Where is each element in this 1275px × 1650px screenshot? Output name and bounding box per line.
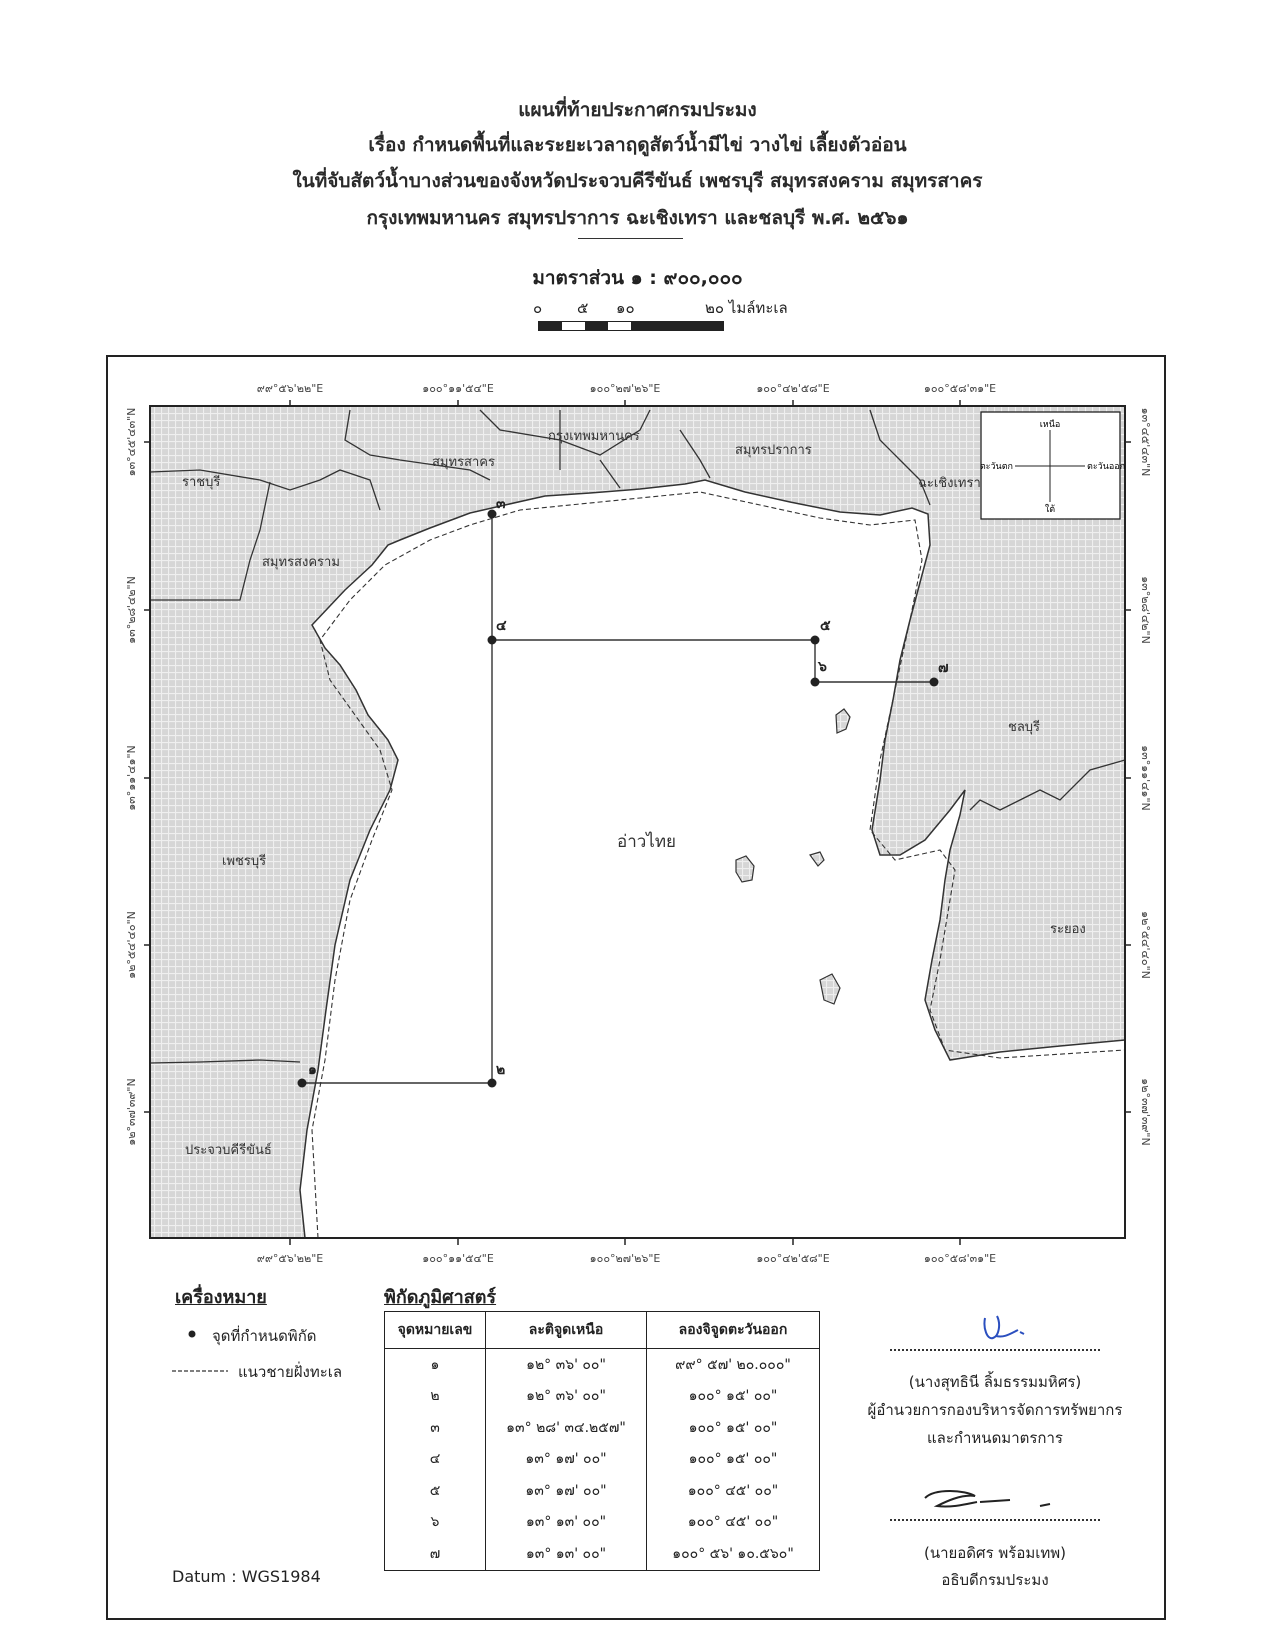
lat-label-left-3: ๑๓°๑๑'๔๑"N bbox=[125, 745, 138, 811]
table-row: ๗ ๑๓° ๑๓' ๐๐" ๑๐๐° ๕๖' ๑๐.๕๖๐" bbox=[385, 1538, 820, 1570]
point-label-2: ๒ bbox=[496, 1062, 506, 1078]
header-latitude: ละติจูดเหนือ bbox=[486, 1312, 647, 1349]
lat-label-left-5: ๑๒°๓๗'๓๙"N bbox=[125, 1078, 138, 1146]
point-label-1: ๑ bbox=[308, 1062, 317, 1078]
legend-title: เครื่องหมาย bbox=[175, 1287, 267, 1308]
signature-1 bbox=[984, 1316, 1024, 1338]
header-point-no: จุดหมายเลข bbox=[385, 1312, 486, 1349]
table-row: ๔ ๑๓° ๑๗' ๐๐" ๑๐๐° ๑๕' ๐๐" bbox=[385, 1444, 820, 1476]
coordinates-table bbox=[384, 1311, 820, 1571]
signatory-1-title2: และกำหนดมาตรการ bbox=[927, 1429, 1063, 1447]
lon-label-top-5: ๑๐๐°๕๘'๓๑"E bbox=[923, 382, 997, 395]
place-samut-sakhon: สมุทรสาคร bbox=[432, 455, 495, 470]
lat-label-right-3: ๑๓°๑๑'๔๑"N bbox=[1139, 745, 1152, 811]
header-line-1: แผนที่ท้ายประกาศกรมประมง bbox=[518, 99, 757, 121]
point-7 bbox=[930, 678, 939, 687]
lat-label-left-2: ๑๓°๒๘'๔๒"N bbox=[125, 576, 138, 644]
lon-label-bottom-3: ๑๐๐°๒๗'๒๖"E bbox=[589, 1252, 661, 1265]
header-longitude: ลองจิจูดตะวันออก bbox=[647, 1312, 820, 1349]
lat-label-left-1: ๑๓°๔๕'๔๓"N bbox=[125, 407, 138, 477]
scale-tick-10: ๑๐ bbox=[616, 299, 635, 317]
scale-tick-0: ๐ bbox=[533, 299, 543, 317]
point-label-4: ๔ bbox=[496, 618, 507, 634]
point-label-3: ๓ bbox=[496, 496, 506, 512]
place-rayong: ระยอง bbox=[1050, 922, 1086, 937]
place-ratchaburi: ราชบุรี bbox=[182, 475, 221, 490]
coordinates-title: พิกัดภูมิศาสตร์ bbox=[384, 1287, 497, 1308]
lon-label-bottom-4: ๑๐๐°๔๒'๕๘"E bbox=[756, 1252, 830, 1265]
point-5 bbox=[811, 636, 820, 645]
table-row: ๓ ๑๓° ๒๘' ๓๔.๒๕๗" ๑๐๐° ๑๕' ๐๐" bbox=[385, 1412, 820, 1444]
legend-point-label: จุดที่กำหนดพิกัด bbox=[212, 1327, 317, 1345]
lon-label-top-3: ๑๐๐°๒๗'๒๖"E bbox=[589, 382, 661, 395]
signatory-2-name: (นายอดิศร พร้อมเทพ) bbox=[923, 1544, 1066, 1562]
place-chonburi: ชลบุรี bbox=[1008, 720, 1041, 735]
table-row: ๑ ๑๒° ๓๖' ๐๐" ๙๙° ๕๗' ๒๐.๐๐๐" bbox=[385, 1349, 820, 1381]
lon-label-top-2: ๑๐๐°๑๑'๕๔"E bbox=[422, 382, 494, 395]
place-prachuap: ประจวบคีรีขันธ์ bbox=[185, 1143, 272, 1158]
lat-label-right-4: ๑๒°๕๔'๔๐"N bbox=[1139, 911, 1152, 979]
legend-point-symbol bbox=[189, 1331, 196, 1338]
signatory-1-title1: ผู้อำนวยการกองบริหารจัดการทรัพยากร bbox=[867, 1401, 1123, 1419]
compass-north: เหนือ bbox=[1039, 420, 1061, 430]
table-row: ๖ ๑๓° ๑๓' ๐๐" ๑๐๐° ๔๕' ๐๐" bbox=[385, 1507, 820, 1539]
signature-line-2 bbox=[890, 1519, 1100, 1521]
point-4 bbox=[488, 636, 497, 645]
header-line-4: กรุงเทพมหานคร สมุทรปราการ ฉะเชิงเทรา และชลบุรี พ.ศ. ๒๕๖๑ bbox=[366, 207, 909, 229]
signatory-1-name: (นางสุทธินี ลิ้มธรรมมหิศร) bbox=[908, 1373, 1082, 1391]
lat-label-left-4: ๑๒°๕๔'๔๐"N bbox=[125, 911, 138, 979]
compass-box bbox=[980, 412, 1125, 519]
lon-label-bottom-5: ๑๐๐°๕๘'๓๑"E bbox=[923, 1252, 997, 1265]
point-1 bbox=[298, 1079, 307, 1088]
place-bangkok: กรุงเทพมหานคร bbox=[548, 429, 640, 444]
place-gulf-of-thailand: อ่าวไทย bbox=[617, 832, 677, 852]
lat-label-right-2: ๑๓°๒๘'๔๒"N bbox=[1139, 576, 1152, 644]
point-label-7: ๗ bbox=[938, 660, 949, 676]
scale-tick-20: ๒๐ ไมล์ทะเล bbox=[705, 299, 788, 317]
scale-tick-5: ๕ bbox=[577, 299, 589, 317]
header-line-2: เรื่อง กำหนดพื้นที่และระยะเวลาฤดูสัตว์น้ำมีไข่ วางไข่ เลี้ยงตัวอ่อน bbox=[368, 134, 907, 156]
table-row: ๒ ๑๒° ๓๖' ๐๐" ๑๐๐° ๑๕' ๐๐" bbox=[385, 1381, 820, 1413]
legend-coast-label: แนวชายฝั่งทะเล bbox=[238, 1363, 343, 1381]
signature-2 bbox=[925, 1491, 1050, 1507]
datum-label: Datum : WGS1984 bbox=[172, 1567, 321, 1586]
lon-label-bottom-1: ๙๙°๕๖'๒๒"E bbox=[256, 1252, 324, 1265]
compass-west: ตะวันตก bbox=[979, 462, 1013, 472]
point-6 bbox=[811, 678, 820, 687]
compass-south: ใต้ bbox=[1044, 505, 1056, 515]
point-2 bbox=[488, 1079, 497, 1088]
place-phetchaburi: เพชรบุรี bbox=[222, 854, 267, 869]
table-row: ๕ ๑๓° ๑๗' ๐๐" ๑๐๐° ๔๕' ๐๐" bbox=[385, 1475, 820, 1507]
point-label-6: ๖ bbox=[818, 659, 827, 675]
place-samut-songkhram: สมุทรสงคราม bbox=[262, 555, 340, 570]
signature-line-1 bbox=[890, 1349, 1100, 1351]
lon-label-top-4: ๑๐๐°๔๒'๕๘"E bbox=[756, 382, 830, 395]
lat-label-right-5: ๑๒°๓๗'๓๙"N bbox=[1139, 1078, 1152, 1146]
lon-label-bottom-2: ๑๐๐°๑๑'๕๔"E bbox=[422, 1252, 494, 1265]
lat-label-right-1: ๑๓°๔๕'๔๓"N bbox=[1139, 407, 1152, 477]
compass-east: ตะวันออก bbox=[1087, 462, 1126, 472]
point-label-5: ๕ bbox=[820, 618, 831, 634]
lon-label-top-1: ๙๙°๕๖'๒๒"E bbox=[256, 382, 324, 395]
header-line-3: ในที่จับสัตว์น้ำบางส่วนของจังหวัดประจวบคีรีขันธ์ เพชรบุรี สมุทรสงคราม สมุทรสาคร bbox=[292, 170, 983, 192]
place-samut-prakan: สมุทรปราการ bbox=[735, 443, 812, 458]
place-chachoengsao: ฉะเชิงเทรา bbox=[918, 476, 981, 491]
scale-title: มาตราส่วน ๑ : ๙๐๐,๐๐๐ bbox=[532, 267, 743, 289]
signatory-2-title1: อธิบดีกรมประมง bbox=[941, 1571, 1049, 1589]
